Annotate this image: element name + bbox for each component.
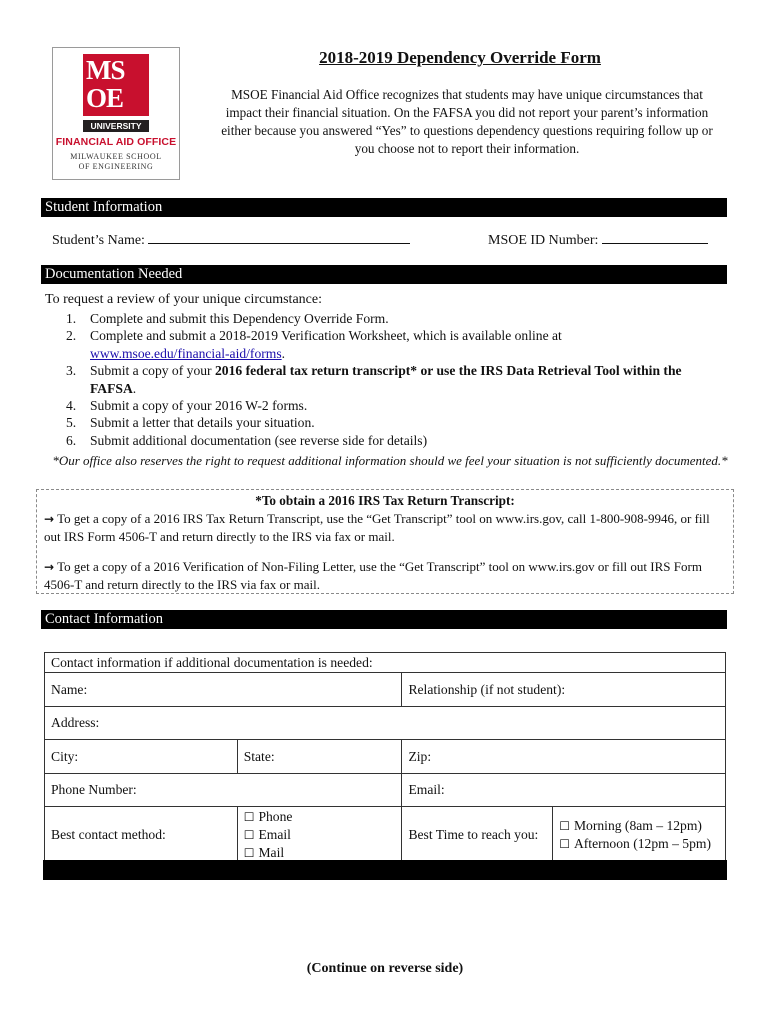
relationship-label: Relationship (if not student): (408, 681, 566, 697)
item-text: Complete and submit this Dependency Override Form. (90, 311, 389, 326)
method-option-phone[interactable] (244, 808, 402, 826)
student-name-row (52, 230, 410, 250)
contact-intro: Contact information if additional documentation is needed: (45, 653, 726, 673)
documentation-heading: Documentation Needed (41, 265, 727, 284)
item-number: 1. (66, 311, 77, 326)
checkbox-icon[interactable]: ☐ (559, 818, 570, 833)
arrow-right-icon: → (44, 560, 55, 574)
student-info-heading: Student Information (41, 198, 727, 217)
documentation-list (66, 310, 726, 449)
option-label: Morning (8am – 12pm) (573, 817, 702, 833)
item-number: 5. (66, 415, 77, 431)
item-text: Submit a letter that details your situation. (90, 415, 315, 431)
item-text-after: . (132, 380, 137, 396)
transcript-text-2: To get a copy of a 2016 Verification of Non-Filing Letter, use the “Get Transcript” tool on www.irs.gov or fill out IRS Form 4506-T and return directly to the IRS via fax or mail. (44, 559, 702, 592)
documentation-lead: To request a review of your unique circumstance: (45, 292, 322, 307)
list-item (66, 397, 726, 414)
address-label: Address: (51, 715, 100, 730)
email-label: Email: (408, 782, 445, 797)
item-text: Submit additional documentation (see reverse side for details) (90, 432, 428, 448)
method-label-cell (45, 807, 238, 863)
option-label: Phone (258, 808, 293, 824)
list-item (66, 327, 726, 362)
intro-paragraph: MSOE Financial Aid Office recognizes that students may have unique circumstances that impact their financial situation. On the FAFSA you did not report your parent’s information either because you answered “Yes” to questions dependency questions requiring follow up or you choose not to report their information. (221, 87, 713, 156)
student-id-field[interactable] (602, 230, 708, 244)
arrow-right-icon: → (44, 512, 55, 526)
time-option-morning[interactable] (559, 817, 725, 835)
city-field[interactable] (45, 740, 238, 774)
method-label: Best contact method: (51, 826, 166, 842)
transcript-paragraph-1 (44, 510, 726, 546)
student-name-field[interactable] (148, 230, 410, 244)
option-label: Afternoon (12pm – 5pm) (573, 835, 711, 851)
item-text: Submit a copy of your (90, 363, 212, 379)
list-item (66, 362, 726, 397)
time-option-afternoon[interactable] (559, 835, 725, 853)
email-field[interactable] (402, 774, 726, 807)
option-label: Mail (258, 844, 285, 860)
student-name-label: Student’s Name: (52, 233, 145, 248)
checkbox-icon[interactable]: ☐ (243, 827, 255, 842)
list-item (66, 414, 726, 431)
msoe-logo-mark (83, 54, 149, 116)
item-number: 4. (66, 398, 77, 414)
continue-note: (Continue on reverse side) (306, 961, 464, 976)
time-label-cell (402, 807, 553, 863)
item-text-after: . (281, 345, 286, 361)
method-option-email[interactable] (244, 826, 402, 844)
relationship-field[interactable] (402, 673, 726, 707)
student-id-row (488, 230, 708, 250)
checkbox-icon[interactable]: ☐ (243, 809, 255, 824)
student-id-label: MSOE ID Number: (488, 233, 599, 248)
phone-label: Phone Number: (51, 782, 137, 797)
logo-line1: MS (86, 55, 125, 85)
logo-office: FINANCIAL AID OFFICE (55, 136, 177, 148)
state-field[interactable] (237, 740, 402, 774)
zip-field[interactable] (402, 740, 726, 774)
item-number: 2. (66, 328, 77, 344)
option-label: Email (258, 826, 291, 842)
msoe-logo (52, 47, 180, 180)
contact-info-heading: Contact Information (41, 610, 727, 629)
method-option-mail[interactable] (244, 844, 402, 862)
item-text: Submit a copy of your 2016 W-2 forms. (90, 398, 308, 414)
zip-label: Zip: (408, 748, 432, 764)
address-field[interactable] (45, 707, 726, 740)
logo-university: UNIVERSITY (83, 120, 149, 132)
checkbox-icon[interactable]: ☐ (559, 836, 570, 851)
transcript-paragraph-2 (44, 558, 726, 594)
logo-school-line1: MILWAUKEE SCHOOL (70, 152, 162, 161)
contact-table (44, 652, 726, 863)
checkbox-icon[interactable]: ☐ (243, 845, 255, 860)
logo-line2: OE (86, 83, 124, 113)
form-title: 2018-2019 Dependency Override Form (319, 48, 601, 67)
state-label: State: (243, 748, 275, 764)
logo-school (53, 152, 179, 172)
method-options (237, 807, 402, 863)
time-label: Best Time to reach you: (408, 826, 539, 842)
list-item (66, 432, 726, 449)
transcript-title: *To obtain a 2016 IRS Tax Return Transcript: (255, 493, 515, 508)
contact-name-label: Name: (51, 681, 88, 697)
time-options (553, 807, 726, 863)
forms-link[interactable]: www.msoe.edu/financial-aid/forms (90, 345, 282, 361)
transcript-text-1: To get a copy of a 2016 IRS Tax Return Transcript, use the “Get Transcript” tool on www.irs.gov, call 1-800-908-9946, or fill out IRS Form 4506-T and return directly to the IRS via fax or mail. (44, 511, 710, 544)
item-number: 6. (66, 432, 77, 448)
logo-school-line2: OF ENGINEERING (78, 162, 154, 171)
documentation-note: *Our office also reserves the right to request additional information should we feel your situation is not sufficiently documented.* (52, 453, 728, 468)
city-label: City: (51, 748, 79, 764)
item-text-bold: 2016 federal tax return transcript* or use the IRS Data Retrieval Tool within the FAFSA (90, 363, 682, 396)
contact-name-field[interactable] (45, 673, 402, 707)
item-text: Complete and submit a 2018-2019 Verification Worksheet, which is available online at (90, 328, 562, 344)
list-item (66, 310, 726, 327)
bottom-divider-bar (43, 860, 727, 880)
phone-field[interactable] (45, 774, 402, 807)
item-number: 3. (66, 363, 77, 379)
